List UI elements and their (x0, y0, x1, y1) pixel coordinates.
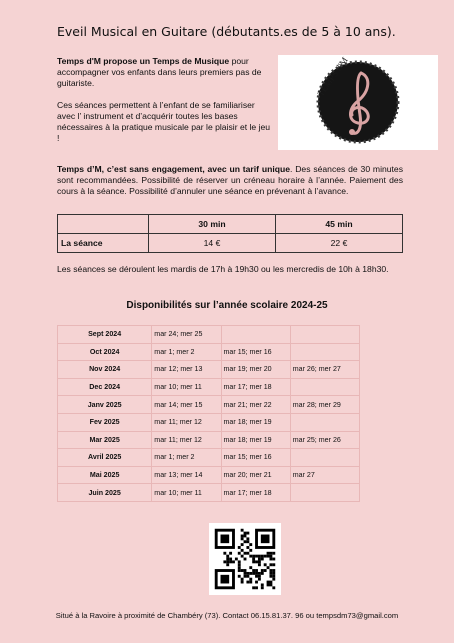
dates-cell: mar 17; mer 18 (221, 484, 290, 502)
table-row (58, 343, 360, 361)
dates-cell: mar 17; mer 18 (221, 378, 290, 396)
dates-cell (290, 343, 359, 361)
dates-cell: mar 26; mer 27 (290, 361, 359, 379)
dates-cell (290, 378, 359, 396)
month-cell: Avril 2025 (58, 449, 152, 467)
dates-cell: mar 10; mer 11 (152, 484, 221, 502)
dates-cell (221, 326, 290, 344)
temps-dm-logo (278, 55, 438, 150)
dates-cell: mar 18; mer 19 (221, 413, 290, 431)
dates-cell: mar 11; mer 12 (152, 431, 221, 449)
month-cell: Fev 2025 (58, 413, 152, 431)
dates-cell: mar 11; mer 12 (152, 413, 221, 431)
month-cell: Juin 2025 (58, 484, 152, 502)
price-header-empty (58, 215, 149, 234)
dates-cell: mar 24; mer 25 (152, 326, 221, 344)
table-row (58, 326, 360, 344)
schedule-text: Les séances se déroulent les mardis de 17h à 19h30 ou les mercredis de 10h à 18h30. (57, 264, 389, 274)
dates-cell: mar 14; mer 15 (152, 396, 221, 414)
page-title: Eveil Musical en Guitare (débutants.es de 5 à 10 ans). (57, 24, 396, 39)
table-row (58, 484, 360, 502)
dates-cell: mar 19; mer 20 (221, 361, 290, 379)
price-table (57, 214, 403, 253)
intro-rest: pour accompagner vos enfants dans leurs premiers pas de guitariste. (57, 56, 262, 88)
dates-cell: mar 1; mer 2 (152, 343, 221, 361)
qr-code-icon (209, 523, 281, 595)
dates-cell: mar 28; mer 29 (290, 396, 359, 414)
dates-cell: mar 25; mer 26 (290, 431, 359, 449)
footer-contact: Situé à la Ravoire à proximité de Chambéry (73). Contact 06.15.81.37. 96 ou tempsdm73@gmail.com (55, 611, 399, 620)
month-cell: Nov 2024 (58, 361, 152, 379)
intro-bold: Temps d'M propose un Temps de Musique (57, 56, 230, 66)
table-row (58, 449, 360, 467)
dates-cell: mar 18; mer 19 (221, 431, 290, 449)
month-cell: Oct 2024 (58, 343, 152, 361)
dates-cell: mar 27 (290, 466, 359, 484)
intro-text (57, 56, 271, 155)
dates-cell: mar 1; mer 2 (152, 449, 221, 467)
table-row (58, 378, 360, 396)
dates-cell: mar 21; mer 22 (221, 396, 290, 414)
dates-cell (290, 484, 359, 502)
price-row-label: La séance (58, 234, 149, 253)
dates-cell: mar 12; mer 13 (152, 361, 221, 379)
table-row (58, 413, 360, 431)
pricing-rest: . Des séances de 30 minutes sont recommandées. Possibilité de réserver un créneau horaire à l’année. Paiement des cours à la séance. Possibilité d’annuler une séance en prévenant à l’avance. (57, 164, 404, 196)
qr-code[interactable] (209, 523, 281, 595)
dates-cell: mar 20; mer 21 (221, 466, 290, 484)
dates-cell: mar 13; mer 14 (152, 466, 221, 484)
price-header-45: 45 min (276, 215, 403, 234)
month-cell: Mar 2025 (58, 431, 152, 449)
dates-cell (290, 449, 359, 467)
table-row (58, 466, 360, 484)
table-row (58, 396, 360, 414)
availability-title: Disponibilités sur l’année scolaire 2024-25 (126, 300, 328, 311)
month-cell: Sept 2024 (58, 326, 152, 344)
price-45: 22 € (276, 234, 403, 253)
intro-p2: Ces séances permettent à l’enfant de se familiariser avec l’ instrument et d’acquérir toutes les bases nécessaires à la pratique musicale par le plaisir et le jeu ! (57, 100, 271, 143)
price-30: 14 € (149, 234, 276, 253)
availability-table (57, 325, 360, 502)
dates-cell (290, 326, 359, 344)
table-row (58, 361, 360, 379)
logo-text: TEMPS d'M (315, 55, 350, 99)
treble-clef-icon (278, 55, 438, 150)
dates-cell: mar 10; mer 11 (152, 378, 221, 396)
price-header-30: 30 min (149, 215, 276, 234)
pricing-bold: Temps d’M, c’est sans engagement, avec un tarif unique (57, 164, 291, 174)
pricing-text (57, 164, 403, 197)
month-cell: Janv 2025 (58, 396, 152, 414)
month-cell: Mai 2025 (58, 466, 152, 484)
dates-cell: mar 15; mer 16 (221, 343, 290, 361)
table-row (58, 431, 360, 449)
dates-cell (290, 413, 359, 431)
month-cell: Dec 2024 (58, 378, 152, 396)
dates-cell: mar 15; mer 16 (221, 449, 290, 467)
